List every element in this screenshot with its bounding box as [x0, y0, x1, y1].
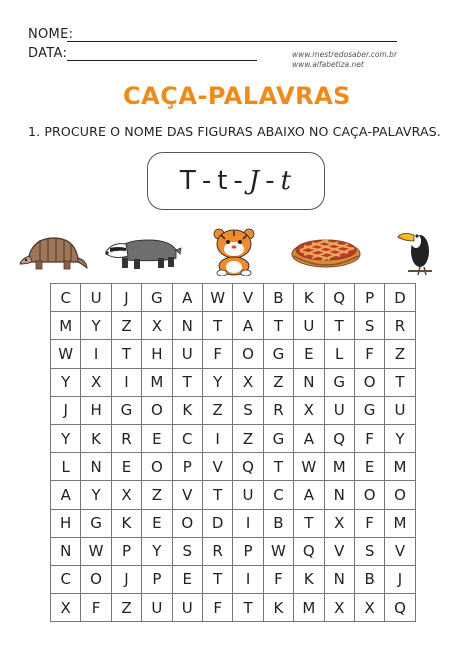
grid-cell[interactable]: T — [233, 594, 263, 622]
grid-cell[interactable]: I — [233, 566, 263, 594]
grid-cell[interactable]: K — [294, 284, 324, 312]
grid-cell[interactable]: T — [264, 453, 294, 481]
grid-cell[interactable]: Y — [203, 369, 233, 397]
grid-cell[interactable]: Q — [385, 594, 415, 622]
grid-cell[interactable]: K — [173, 397, 203, 425]
grid-cell[interactable]: R — [385, 312, 415, 340]
grid-cell[interactable]: B — [355, 566, 385, 594]
grid-cell[interactable]: Y — [81, 312, 111, 340]
grid-row — [51, 566, 416, 594]
grid-row — [51, 284, 416, 312]
grid-cell[interactable]: Z — [203, 397, 233, 425]
tiger-icon — [207, 226, 261, 276]
grid-cell[interactable]: V — [173, 481, 203, 509]
grid-row — [51, 397, 416, 425]
grid-cell[interactable]: O — [173, 510, 203, 538]
grid-cell[interactable]: G — [264, 425, 294, 453]
separator-1: - — [201, 166, 213, 196]
grid-row — [51, 594, 416, 622]
grid-cell[interactable]: X — [325, 594, 355, 622]
grid-cell[interactable]: M — [294, 594, 324, 622]
grid-cell[interactable]: O — [142, 453, 172, 481]
grid-cell[interactable]: V — [325, 538, 355, 566]
page-title: CAÇA-PALAVRAS — [123, 82, 351, 110]
date-line[interactable] — [67, 60, 257, 61]
grid-cell[interactable]: C — [173, 425, 203, 453]
grid-row — [51, 312, 416, 340]
badger-icon — [104, 232, 182, 272]
grid-cell[interactable]: T — [203, 312, 233, 340]
name-line[interactable] — [67, 41, 397, 42]
grid-cell[interactable]: H — [51, 510, 81, 538]
grid-cell[interactable]: Z — [264, 369, 294, 397]
grid-cell[interactable]: Z — [385, 340, 415, 368]
letter-forms-box — [147, 152, 325, 210]
grid-cell[interactable]: E — [173, 566, 203, 594]
grid-cell[interactable]: L — [51, 453, 81, 481]
grid-cell[interactable]: A — [294, 481, 324, 509]
grid-cell[interactable]: K — [112, 510, 142, 538]
grid-cell[interactable]: U — [173, 340, 203, 368]
grid-cell[interactable]: W — [51, 340, 81, 368]
grid-cell[interactable]: H — [142, 340, 172, 368]
grid-cell[interactable]: T — [112, 340, 142, 368]
grid-cell[interactable]: X — [325, 510, 355, 538]
grid-cell[interactable]: W — [294, 453, 324, 481]
grid-cell[interactable]: Q — [294, 538, 324, 566]
grid-cell[interactable]: X — [112, 481, 142, 509]
grid-cell[interactable]: T — [294, 510, 324, 538]
grid-cell[interactable]: E — [112, 453, 142, 481]
grid-cell[interactable]: I — [81, 340, 111, 368]
grid-cell[interactable]: G — [81, 510, 111, 538]
grid-cell[interactable]: S — [173, 538, 203, 566]
grid-cell[interactable]: O — [355, 481, 385, 509]
grid-cell[interactable]: J — [112, 284, 142, 312]
separator-2: - — [233, 166, 244, 196]
grid-cell[interactable]: M — [325, 453, 355, 481]
grid-cell[interactable]: V — [385, 538, 415, 566]
grid-row — [51, 453, 416, 481]
grid-cell[interactable]: C — [264, 481, 294, 509]
grid-cell[interactable]: I — [203, 425, 233, 453]
grid-cell[interactable]: F — [355, 425, 385, 453]
letter-lower-print: t — [217, 166, 229, 196]
grid-cell[interactable]: Z — [233, 425, 263, 453]
separator-3: - — [265, 166, 276, 196]
grid-cell[interactable]: F — [81, 594, 111, 622]
grid-cell[interactable]: Z — [112, 594, 142, 622]
letter-upper-cursive: J — [248, 166, 261, 196]
name-label: NOME: — [28, 27, 74, 42]
grid-cell[interactable]: A — [173, 284, 203, 312]
grid-cell[interactable]: C — [51, 566, 81, 594]
grid-cell[interactable]: P — [173, 453, 203, 481]
grid-cell[interactable]: M — [385, 510, 415, 538]
grid-cell[interactable]: H — [81, 397, 111, 425]
word-search-grid — [50, 283, 416, 622]
grid-cell[interactable]: N — [325, 481, 355, 509]
grid-cell[interactable]: Y — [142, 538, 172, 566]
grid-row — [51, 340, 416, 368]
grid-cell[interactable]: X — [142, 312, 172, 340]
grid-cell[interactable]: R — [264, 397, 294, 425]
grid-cell[interactable]: O — [233, 340, 263, 368]
site-url-1: www.mestredosaber.com.br — [292, 50, 398, 59]
grid-cell[interactable]: J — [385, 566, 415, 594]
grid-cell[interactable]: G — [112, 397, 142, 425]
grid-cell[interactable]: B — [264, 284, 294, 312]
letter-lower-cursive: t — [280, 166, 293, 196]
grid-cell[interactable]: D — [385, 284, 415, 312]
toucan-icon — [396, 225, 436, 277]
date-label: DATA: — [28, 46, 68, 61]
grid-cell[interactable]: P — [112, 538, 142, 566]
grid-cell[interactable]: C — [51, 284, 81, 312]
grid-cell[interactable]: S — [355, 538, 385, 566]
grid-cell[interactable]: A — [51, 481, 81, 509]
grid-cell[interactable]: P — [233, 538, 263, 566]
grid-cell[interactable]: W — [203, 284, 233, 312]
grid-cell[interactable]: P — [355, 284, 385, 312]
grid-cell[interactable]: N — [51, 538, 81, 566]
grid-cell[interactable]: K — [264, 594, 294, 622]
grid-cell[interactable]: Y — [385, 425, 415, 453]
grid-cell[interactable]: J — [51, 397, 81, 425]
grid-cell[interactable]: T — [325, 312, 355, 340]
grid-cell[interactable]: X — [51, 594, 81, 622]
grid-cell[interactable]: F — [264, 566, 294, 594]
grid-cell[interactable]: M — [142, 369, 172, 397]
grid-cell[interactable]: U — [233, 481, 263, 509]
grid-row — [51, 510, 416, 538]
grid-cell[interactable]: X — [81, 369, 111, 397]
grid-cell[interactable]: V — [203, 453, 233, 481]
grid-cell[interactable]: U — [385, 397, 415, 425]
grid-cell[interactable]: N — [294, 369, 324, 397]
grid-cell[interactable]: T — [173, 369, 203, 397]
grid-cell[interactable]: T — [264, 312, 294, 340]
grid-cell[interactable]: W — [264, 538, 294, 566]
grid-cell[interactable]: E — [294, 340, 324, 368]
letter-upper-print: T — [179, 166, 197, 196]
site-url-2: www.alfabetiza.net — [292, 60, 364, 69]
grid-cell[interactable]: K — [81, 425, 111, 453]
grid-cell[interactable]: E — [142, 425, 172, 453]
armadillo-icon — [18, 230, 88, 274]
grid-cell[interactable]: L — [325, 340, 355, 368]
grid-row — [51, 425, 416, 453]
grid-cell[interactable]: Y — [81, 481, 111, 509]
grid-cell[interactable]: Q — [325, 425, 355, 453]
grid-cell[interactable]: K — [294, 566, 324, 594]
grid-cell[interactable]: O — [355, 369, 385, 397]
grid-cell[interactable]: X — [294, 397, 324, 425]
grid-cell[interactable]: M — [385, 453, 415, 481]
grid-cell[interactable]: X — [233, 369, 263, 397]
grid-cell[interactable]: F — [203, 594, 233, 622]
grid-cell[interactable]: O — [385, 481, 415, 509]
grid-cell[interactable]: S — [233, 397, 263, 425]
grid-cell[interactable]: Z — [142, 481, 172, 509]
grid-cell[interactable]: Y — [51, 425, 81, 453]
grid-cell[interactable]: V — [233, 284, 263, 312]
grid-row — [51, 481, 416, 509]
grid-cell[interactable]: U — [325, 397, 355, 425]
grid-cell[interactable]: S — [355, 312, 385, 340]
grid-cell[interactable]: F — [203, 340, 233, 368]
grid-cell[interactable]: Q — [233, 453, 263, 481]
grid-cell[interactable]: F — [355, 340, 385, 368]
grid-cell[interactable]: A — [233, 312, 263, 340]
grid-cell[interactable]: X — [355, 594, 385, 622]
grid-cell[interactable]: G — [142, 284, 172, 312]
grid-row — [51, 369, 416, 397]
grid-cell[interactable]: R — [112, 425, 142, 453]
grid-cell[interactable]: O — [142, 397, 172, 425]
grid-cell[interactable]: J — [112, 566, 142, 594]
grid-cell[interactable]: Q — [325, 284, 355, 312]
grid-cell[interactable]: N — [81, 453, 111, 481]
grid-cell[interactable]: I — [233, 510, 263, 538]
pie-icon — [290, 234, 362, 270]
instruction-text: 1. PROCURE O NOME DAS FIGURAS ABAIXO NO CAÇA-PALAVRAS. — [28, 124, 441, 139]
grid-cell[interactable]: E — [142, 510, 172, 538]
grid-cell[interactable]: U — [142, 594, 172, 622]
grid-cell[interactable]: G — [355, 397, 385, 425]
grid-cell[interactable]: U — [173, 594, 203, 622]
grid-row — [51, 538, 416, 566]
grid-cell[interactable]: T — [385, 369, 415, 397]
grid-cell[interactable]: U — [81, 284, 111, 312]
grid-cell[interactable]: U — [294, 312, 324, 340]
grid-cell[interactable]: Y — [51, 369, 81, 397]
grid-cell[interactable]: M — [51, 312, 81, 340]
grid-cell[interactable]: N — [325, 566, 355, 594]
grid-cell[interactable]: A — [294, 425, 324, 453]
grid-cell[interactable]: P — [142, 566, 172, 594]
grid-cell[interactable]: Z — [112, 312, 142, 340]
grid-cell[interactable]: T — [203, 481, 233, 509]
grid-cell[interactable]: O — [81, 566, 111, 594]
grid-cell[interactable]: D — [203, 510, 233, 538]
grid-cell[interactable]: F — [355, 510, 385, 538]
grid-cell[interactable]: N — [173, 312, 203, 340]
grid-cell[interactable]: E — [355, 453, 385, 481]
grid-cell[interactable]: G — [325, 369, 355, 397]
grid-cell[interactable]: B — [264, 510, 294, 538]
grid-cell[interactable]: W — [81, 538, 111, 566]
grid-cell[interactable]: T — [203, 566, 233, 594]
grid-cell[interactable]: G — [264, 340, 294, 368]
grid-cell[interactable]: R — [203, 538, 233, 566]
grid-cell[interactable]: I — [112, 369, 142, 397]
